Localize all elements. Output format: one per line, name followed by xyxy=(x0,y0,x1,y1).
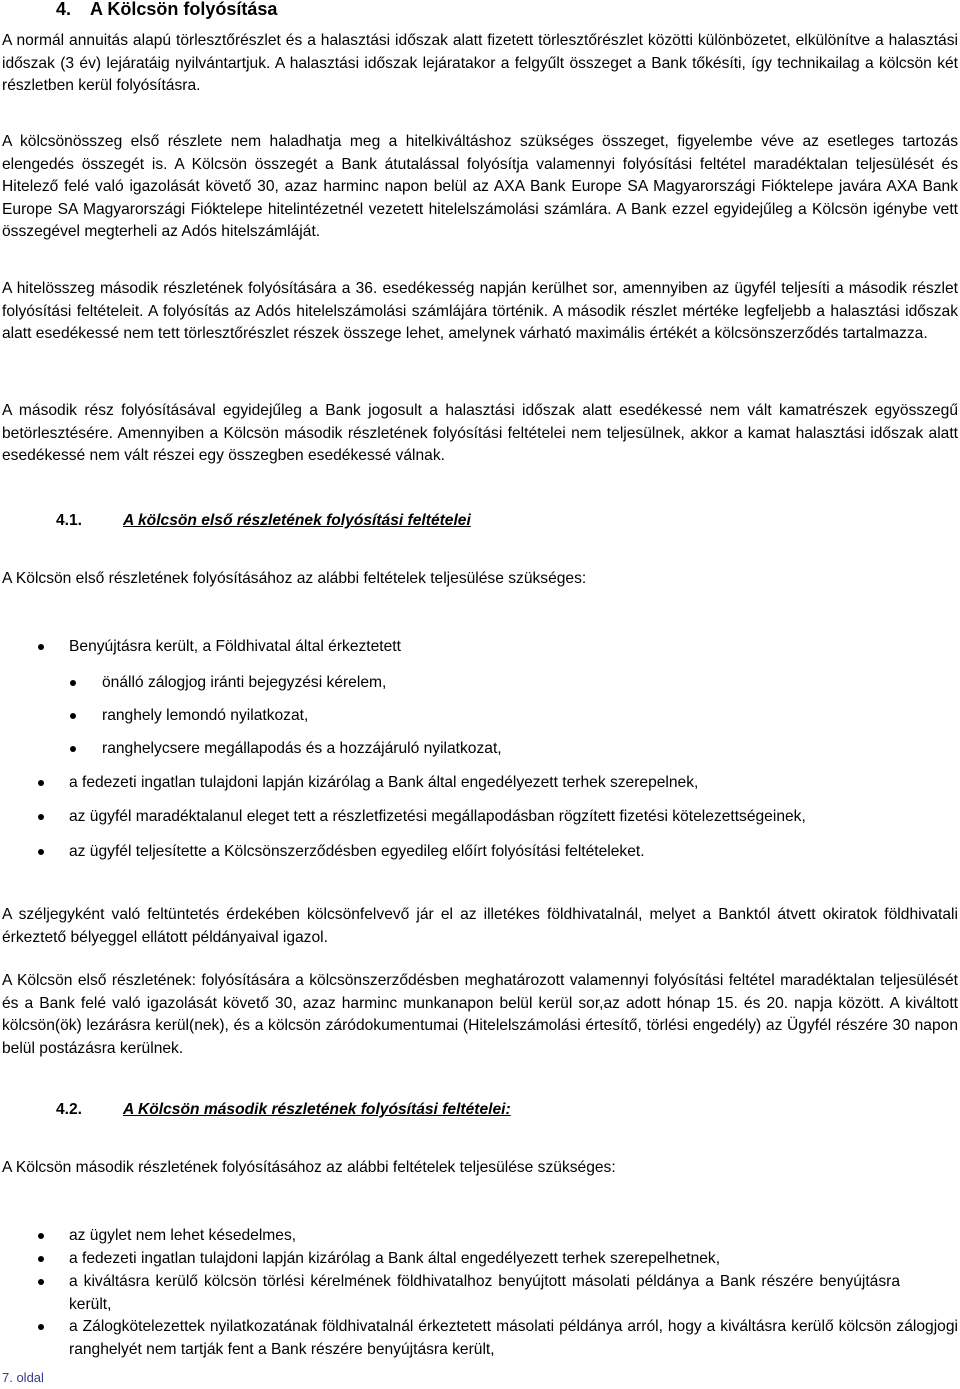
section-heading xyxy=(56,0,277,20)
paragraph-first-installment-timing: A Kölcsön első részletének: folyósítására a kölcsönszerződésben meghatározott valamennyi folyósítási feltétel maradéktalan teljesülését és a Bank felé való igazolását követő 30, azaz harminc munkanapon belül kerül sor,az adott hónap 15. és 20. napja között. A kiváltott kölcsön(ök) lezárásra kerül(nek), és a kölcsön záródokumentumai (Hitelelszámolási értesítő, törlési engedély) az Ügyfél részére 30 napon belül postázásra kerülnek. xyxy=(2,972,958,1057)
list-item: ranghelycsere megállapodás és a hozzájáruló nyilatkozat, xyxy=(0,738,960,761)
bullet-icon xyxy=(38,849,44,855)
list-item: a Zálogkötelezettek nyilatkozatának földhivatalnál érkeztetett másolati példánya arról, hogy a kiváltásra kerülő kölcsön zálogjogi ranghelyét nem tartják fent a Bank részére benyújtásra került, xyxy=(0,1316,958,1361)
list-item: ranghely lemondó nyilatkozat, xyxy=(0,705,960,728)
bullet-icon xyxy=(38,1256,44,1262)
paragraph-interest-repayment: A második rész folyósításával egyidejűleg a Bank jogosult a halasztási időszak alatt esedékessé nem vált kamatrészek egyösszegű betörlesztésére. Amennyiben a Kölcsön második részletének folyósítási feltételei nem teljesülnek, akkor a kamat halasztási időszak alatt esedékessé nem vált részei egy összegben esedékessé válnak. xyxy=(2,402,958,465)
paragraph-land-registry: A széljegyként való feltüntetés érdekében kölcsönfelvevő jár el az illetékes földhivatalnál, melyet a Banktól átvett okiratok földhivatali érkeztető bélyeggel ellátott példányaival igazol. xyxy=(2,906,958,946)
list-item: Benyújtásra került, a Földhivatal által érkeztetett xyxy=(0,636,960,659)
bullet-icon xyxy=(38,1279,44,1285)
bullet-icon xyxy=(38,814,44,820)
subsection-intro: A Kölcsön második részletének folyósításához az alábbi feltételek teljesülése szükséges: xyxy=(2,1159,616,1176)
bullet-icon xyxy=(70,746,76,752)
page-number: 7. oldal xyxy=(2,1370,44,1385)
subsection-title: A kölcsön első részletének folyósítási feltételei xyxy=(123,512,471,529)
subsection-title: A Kölcsön második részletének folyósítási feltételei: xyxy=(123,1101,511,1118)
list-item: az ügyfél maradéktalanul eleget tett a részletfizetési megállapodásban rögzített fizetési kötelezettségeinek, xyxy=(0,806,960,829)
section-title: A Kölcsön folyósítása xyxy=(90,0,278,19)
paragraph-first-installment: A kölcsönösszeg első részlete nem haladhatja meg a hitelkiváltáshoz szükséges összeget, figyelembe véve az esetleges tartozás elengedés összegét is. A Kölcsön összegét a Bank átutalással folyósítja valamennyi folyósítási feltétel maradéktalan teljesülését és Hitelező felé való igazolását követő 30, azaz harminc napon belül az AXA Bank Europe SA Magyarországi Fióktelepe javára AXA Bank Europe SA Magyarországi Fióktelepe hitelintézetnél vezetett hitelelszámolási számlára. A Bank ezzel egyidejűleg a Kölcsön igénybe vett összegével megterheli az Adós hitelszámláját. xyxy=(2,133,958,241)
list-item: a kiváltásra kerülő kölcsön törlési kérelmének földhivatalhoz benyújtott másolati példánya a Bank részére benyújtásra került, xyxy=(0,1271,900,1316)
list-item: a fedezeti ingatlan tulajdoni lapján kizárólag a Bank által engedélyezett terhek szerepelnek, xyxy=(0,772,960,795)
paragraph-annuity-difference: A normál annuitás alapú törlesztőrészlet és a halasztási időszak alatt fizetett törlesztőrészlet közötti különbözetet, elkülönítve a halasztási időszak (3 év) lejáratáig nyilvántartjuk. A halasztási időszak lejáratakor a felgyűlt összeget a Bank tőkésíti, így technikailag a kölcsön két részletben kerül folyósításra. xyxy=(2,32,958,95)
paragraph-second-installment: A hitelösszeg második részletének folyósítására a 36. esedékesség napján kerülhet sor, amennyiben az ügyfél teljesíti a második részlet folyósítási feltételeit. A folyósítás az Adós hitelelszámolási számlájára történik. A második részlet mértéke legfeljebb a halasztási időszak alatt esedékessé nem tett törlesztőrészlet részek összege lehet, amelynek várható maximális értékét a kölcsönszerződés tartalmazza. xyxy=(2,280,958,343)
section-number: 4. xyxy=(56,0,72,19)
bullet-icon xyxy=(38,780,44,786)
subsection-number: 4.1. xyxy=(56,512,83,529)
bullet-icon xyxy=(70,680,76,686)
bullet-icon xyxy=(70,713,76,719)
bullet-icon xyxy=(38,1324,44,1330)
list-item: az ügyfél teljesítette a Kölcsönszerződésben egyedileg előírt folyósítási feltételeket. xyxy=(0,841,960,864)
list-item: a fedezeti ingatlan tulajdoni lapján kizárólag a Bank által engedélyezett terhek szerepelhetnek, xyxy=(0,1248,960,1271)
subsection-intro: A Kölcsön első részletének folyósításához az alábbi feltételek teljesülése szükséges: xyxy=(2,570,587,587)
list-item: az ügylet nem lehet késedelmes, xyxy=(0,1225,960,1248)
bullet-icon xyxy=(38,1233,44,1239)
bullet-icon xyxy=(38,644,44,650)
list-item: önálló zálogjog iránti bejegyzési kérelem, xyxy=(0,672,960,695)
subsection-number: 4.2. xyxy=(56,1101,83,1118)
